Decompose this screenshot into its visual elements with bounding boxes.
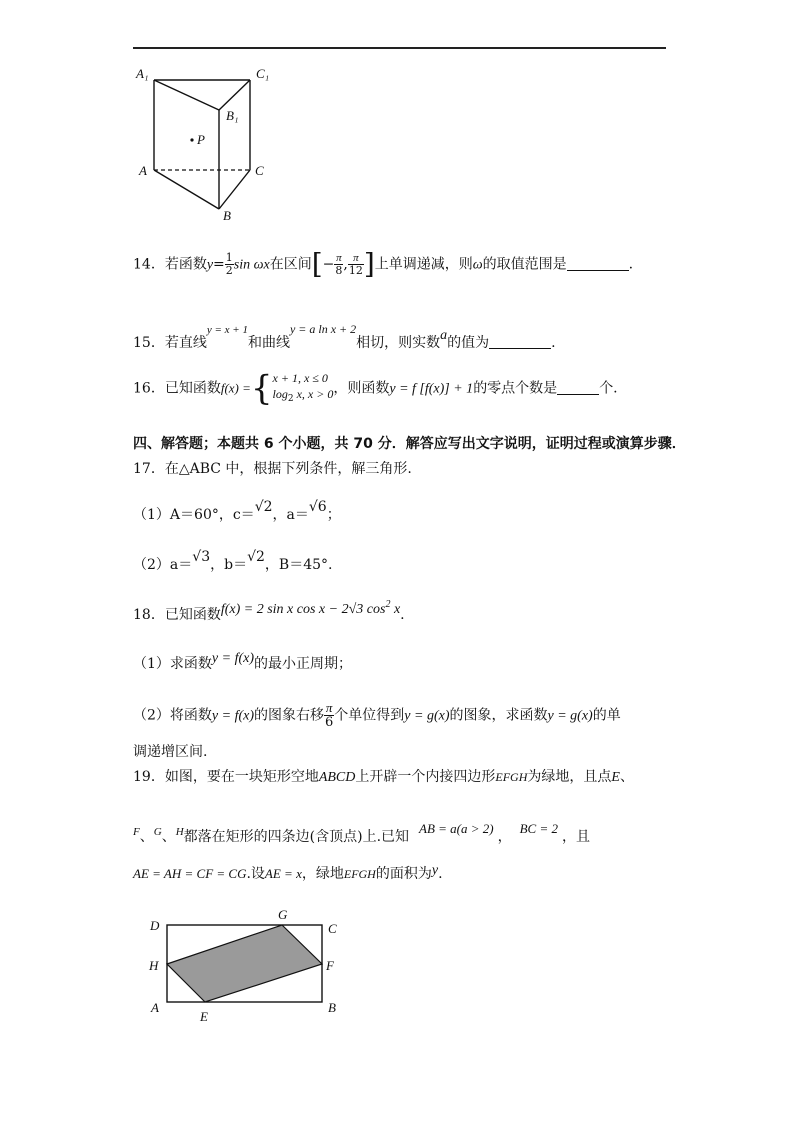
q19-l3-text2: ，绿地	[301, 866, 344, 882]
q18-p2-text4: 的图象，求函数	[449, 707, 548, 724]
minus: −	[322, 256, 335, 273]
q17-p1: A＝60°，c＝	[169, 507, 255, 523]
case-2	[273, 386, 334, 407]
q16-text4: 个.	[599, 380, 618, 397]
q19-l2-end: ，且	[562, 829, 590, 845]
q18-p1-end: 的最小正周期；	[254, 656, 353, 672]
question-18-part-2	[133, 701, 621, 730]
part-label: （1）	[133, 507, 170, 523]
label-D: D	[150, 918, 160, 933]
case-2-rest: x, x > 0	[293, 387, 334, 401]
separator: 、	[619, 769, 634, 785]
denominator: 2	[225, 264, 233, 277]
period: .	[551, 335, 556, 351]
answer-blank[interactable]	[557, 380, 599, 395]
label-C: C	[328, 921, 337, 936]
q14-sin: sin ωx	[233, 257, 270, 273]
curve-equation: y = a ln x + 2	[289, 322, 357, 336]
fraction-half	[225, 252, 234, 277]
question-18	[133, 596, 405, 624]
q17-intro: 在△ABC 中，根据下列条件，解三角形.	[164, 461, 412, 477]
point-h: H	[175, 826, 184, 838]
question-18-part-2-cont: 调递增区间.	[133, 744, 208, 760]
abcd: ABCD	[318, 770, 356, 785]
answer-blank[interactable]	[567, 256, 629, 271]
denominator: 12	[348, 264, 363, 277]
sqrt-3: √3	[192, 549, 211, 565]
line-equation: y = x + 1	[206, 324, 248, 336]
label-C: C	[255, 163, 264, 178]
piecewise-brace: {	[250, 368, 273, 409]
q16-text3: 的零点个数是	[473, 380, 558, 397]
label-B1: B₁	[226, 108, 239, 123]
numerator: π	[325, 700, 333, 715]
ab-condition: AB = a(a > 2)	[419, 821, 494, 836]
sqrt-2: √2	[247, 549, 265, 565]
section-4-heading: 四、解答题；本题共 6 个小题，共 70 分．解答应写出文字说明，证明过程或演算步骤．	[133, 436, 686, 452]
sqrt-2: √2	[254, 499, 273, 515]
exponent: 2	[385, 599, 391, 610]
q17-p2-mid: ，b＝	[210, 557, 248, 573]
question-17	[133, 460, 412, 478]
q14-eq: =	[213, 256, 225, 273]
function-y: y = f(x)	[211, 708, 255, 724]
part-label: （1）	[133, 656, 170, 672]
fraction-pi-12	[348, 252, 364, 277]
label-P: P	[197, 132, 205, 147]
question-number: 16．	[133, 380, 165, 397]
piecewise-cases	[273, 370, 334, 407]
function-end: x	[390, 602, 401, 617]
period: .	[400, 607, 405, 623]
denominator: 6	[325, 715, 334, 730]
q14-text2: 在区间	[269, 256, 312, 273]
prism-figure	[130, 62, 280, 222]
denominator: 8	[335, 264, 343, 277]
q15-text: 若直线	[164, 335, 207, 351]
variable-y: y	[431, 863, 439, 878]
separator: 、	[139, 829, 154, 845]
function-g: y = g(x)	[404, 708, 450, 724]
question-number: 14．	[133, 256, 165, 273]
label-B: B	[223, 208, 231, 222]
green-area-efgh	[167, 925, 322, 1002]
q15-text3: 相切，则实数	[356, 335, 441, 351]
q14-text4: 的取值范围是	[482, 256, 567, 273]
q19-text2: 上开辟一个内接四边形	[355, 769, 496, 785]
part-label: （2）	[133, 557, 170, 573]
q17-p2: a＝	[169, 557, 193, 573]
efgh: EFGH	[343, 867, 376, 881]
variable-a: a	[440, 328, 448, 343]
q19-text3: 为绿地，且点	[527, 769, 612, 785]
point-g: G	[153, 826, 162, 838]
q18-p2-text2: 的图象右移	[254, 707, 325, 724]
q18-p2-text1: 将函数	[169, 707, 212, 724]
question-18-part-1	[133, 650, 352, 673]
function-y: y = f(x)	[211, 651, 255, 666]
question-number: 17．	[133, 461, 165, 477]
label-B: B	[328, 1000, 336, 1015]
question-17-part-2	[133, 548, 332, 574]
rectangle-figure	[140, 902, 350, 1027]
q15-text2: 和曲线	[247, 335, 290, 351]
q18-p2-text3: 个单位得到	[334, 707, 405, 724]
label-F: F	[326, 958, 334, 973]
label-G: G	[278, 907, 288, 922]
q19-l2-text: 都落在矩形的四条边(含顶点)上.已知	[183, 829, 410, 845]
point-f: F	[133, 826, 140, 838]
composite-function: y = f [f(x)] + 1	[389, 381, 474, 397]
q17-p2-end: ，B＝45°.	[264, 557, 333, 573]
bc-condition: BC = 2	[519, 821, 558, 836]
numerator: 1	[225, 251, 233, 264]
label-E: E	[200, 1009, 208, 1024]
question-14	[133, 247, 634, 281]
label-A1: A₁	[136, 66, 149, 81]
question-number: 15．	[133, 335, 165, 351]
q14-y: y	[206, 257, 214, 273]
q18-p1-text: 求函数	[169, 656, 212, 672]
label-A: A	[151, 1000, 159, 1015]
function-g-2: y = g(x)	[547, 708, 593, 724]
q19-l3-text3: 的面积为	[375, 866, 432, 882]
equal-lengths: AE = AH = CF = CG	[133, 866, 247, 881]
function-body: f(x) = 2 sin x cos x − 2√3 cos	[220, 602, 386, 617]
ae-definition: AE = x	[264, 866, 302, 881]
period: .	[438, 866, 443, 882]
label-A: A	[139, 163, 147, 178]
question-17-part-1	[133, 498, 341, 524]
q19-l3-text1: .设	[246, 866, 265, 882]
sqrt-6: √6	[308, 499, 327, 515]
part-label: （2）	[133, 707, 170, 724]
label-H: H	[149, 958, 159, 973]
q14-text3: 上单调递减，则	[374, 256, 473, 273]
efgh: EFGH	[495, 770, 528, 784]
right-bracket: ]	[363, 247, 375, 281]
q18-p2-text5: 的单	[592, 707, 621, 724]
top-rule	[133, 47, 666, 49]
comma: ,	[343, 256, 348, 273]
question-number: 18．	[133, 607, 165, 623]
question-19-line-2	[133, 820, 590, 846]
answer-blank[interactable]	[489, 334, 551, 349]
piecewise-f: f(x) =	[220, 380, 251, 396]
fraction-pi-6	[324, 701, 334, 730]
q19-text1: 如图，要在一块矩形空地	[164, 769, 319, 785]
q14-text: 若函数	[164, 256, 207, 273]
q15-text4: 的值为	[447, 335, 490, 351]
period: .	[628, 256, 634, 273]
q16-text2: ，则函数	[333, 380, 390, 397]
question-19-line-3	[133, 862, 443, 883]
question-number: 19．	[133, 769, 165, 785]
q18-text: 已知函数	[164, 607, 221, 623]
q17-p1-mid: ，a＝	[272, 507, 309, 523]
point-e: E	[611, 770, 620, 785]
comma: ，	[497, 829, 512, 845]
question-16	[133, 370, 618, 407]
log: log	[272, 387, 288, 401]
log-base: 2	[287, 394, 294, 404]
numerator: π	[348, 252, 364, 265]
semicolon: ；	[326, 507, 341, 523]
question-19	[133, 768, 634, 787]
case-1: x + 1, x ≤ 0	[272, 371, 328, 385]
left-bracket: [	[311, 247, 323, 281]
q16-text: 已知函数	[164, 380, 221, 397]
omega: ω	[472, 257, 483, 273]
separator: 、	[161, 829, 176, 845]
q18-function	[220, 599, 401, 617]
numerator: π	[336, 252, 342, 264]
label-C1: C₁	[256, 66, 270, 81]
question-15	[133, 320, 556, 352]
